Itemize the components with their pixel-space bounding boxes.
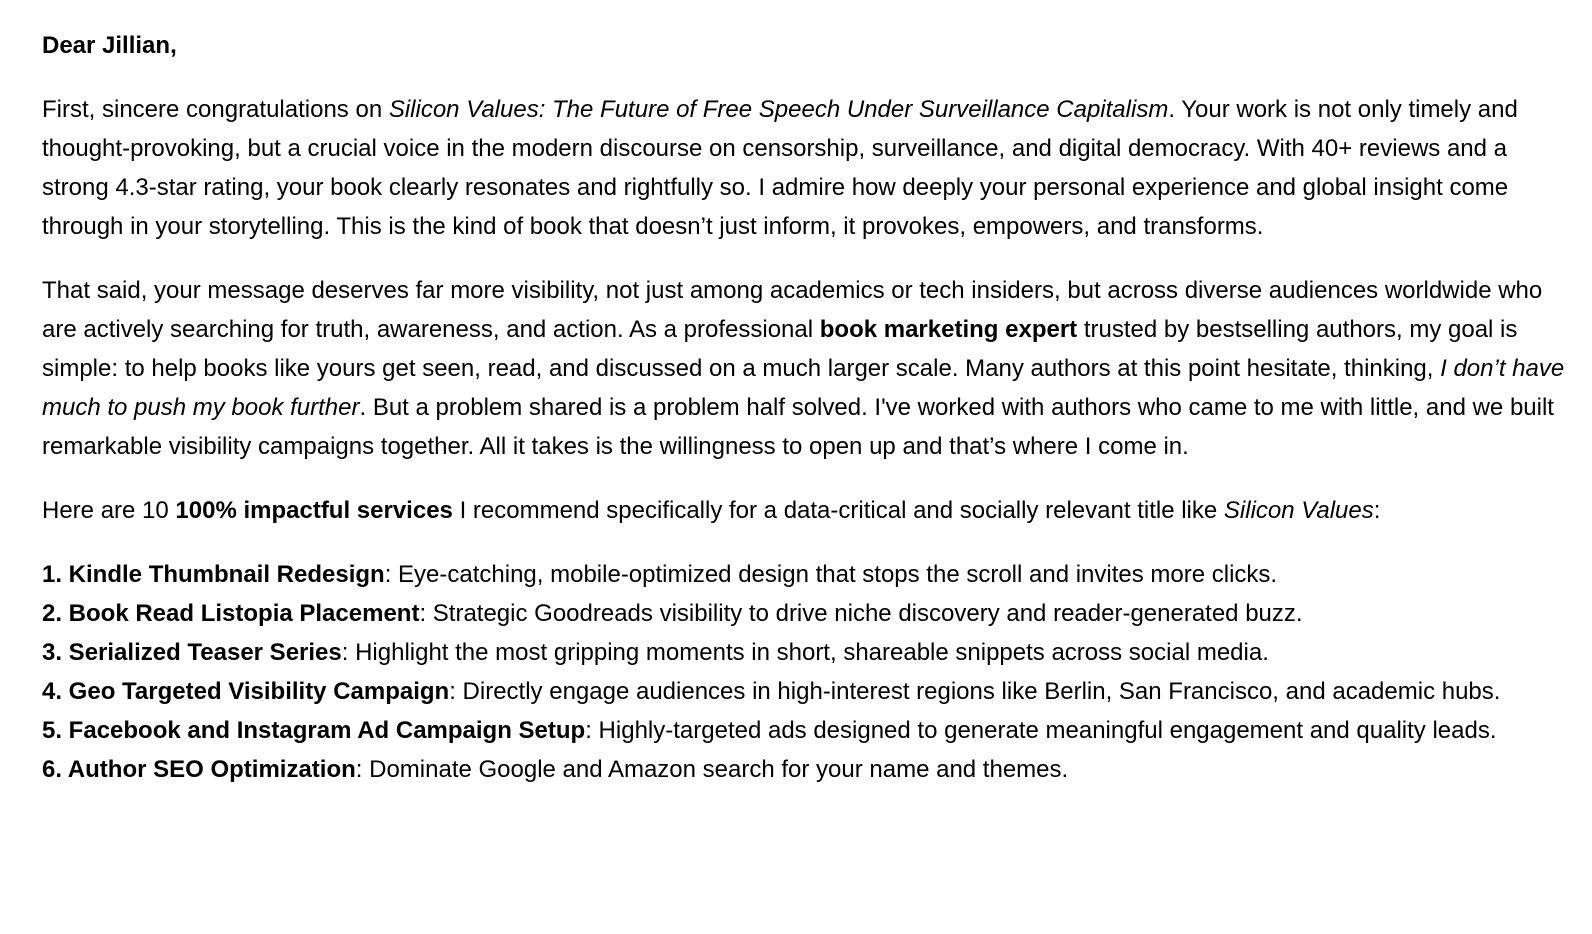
service-desc: : Directly engage audiences in high-interest regions like Berlin, San Francisco, and academic hubs. [449,678,1501,705]
service-desc: : Highly-targeted ads designed to generate meaningful engagement and quality leads. [585,717,1497,744]
service-item [42,750,1572,789]
service-desc: : Highlight the most gripping moments in short, shareable snippets across social media. [341,639,1269,666]
services-list [42,555,1572,789]
pitch-text-2: trusted by bestselling authors, my goal is simple: to help books like yours get seen, read, and discussed on a much larger scale. Many authors at this point hesitate, thinking, [42,316,1518,382]
pitch-text-1: That said, your message deserves far more visibility, not just among academics or tech insiders, but across diverse audiences worldwide who are actively searching for truth, awareness, and action. As a professional [42,277,1543,343]
service-item [42,594,1572,633]
service-item [42,633,1572,672]
intro-text-start: First, sincere congratulations on [42,96,389,123]
email-greeting: Dear Jillian, [42,32,177,59]
pitch-text-3: . But a problem shared is a problem half solved. I've worked with authors who came to me with little, and we built remarkable visibility campaigns together. All it takes is the willingness to open up and that’s where I come in. [42,394,1554,460]
service-item [42,672,1572,711]
services-intro-mid: I recommend specifically for a data-critical and socially relevant title like [452,497,1224,524]
service-desc: : Eye-catching, mobile-optimized design that stops the scroll and invites more clicks. [384,561,1278,588]
service-item [42,555,1572,594]
services-intro-bold: 100% impactful services [175,497,453,524]
intro-text-end: . Your work is not only timely and thought-provoking, but a crucial voice in the modern discourse on censorship, surveillance, and digital democracy. With 40+ reviews and a strong 4.3-star rating, your book clearly resonates and rightfully so. I admire how deeply your personal experience and global insight come through in your storytelling. This is the kind of book that doesn’t just inform, it provokes, empowers, and transforms. [42,96,1518,240]
pitch-role-bold: book marketing expert [819,316,1078,343]
services-intro-start: Here are 10 [42,497,176,524]
service-title: 4. Geo Targeted Visibility Campaign [42,678,450,705]
services-intro-title: Silicon Values [1223,497,1374,524]
service-desc: : Dominate Google and Amazon search for your name and themes. [355,756,1069,783]
service-title: 1. Kindle Thumbnail Redesign [42,561,385,588]
service-title: 2. Book Read Listopia Placement [42,600,420,627]
intro-paragraph [42,90,1572,246]
services-intro-end: : [1373,497,1381,524]
services-intro-paragraph [42,491,1572,530]
service-item [42,711,1572,750]
service-desc: : Strategic Goodreads visibility to drive niche discovery and reader-generated buzz. [419,600,1303,627]
email-body [42,26,1572,789]
service-title: 6. Author SEO Optimization [42,756,356,783]
service-title: 3. Serialized Teaser Series [42,639,342,666]
book-title: Silicon Values: The Future of Free Speech Under Surveillance Capitalism [388,96,1169,123]
service-title: 5. Facebook and Instagram Ad Campaign Setup [42,717,586,744]
pitch-quote-italic: I don’t have much to push my book further [42,355,1565,421]
pitch-paragraph [42,271,1572,466]
